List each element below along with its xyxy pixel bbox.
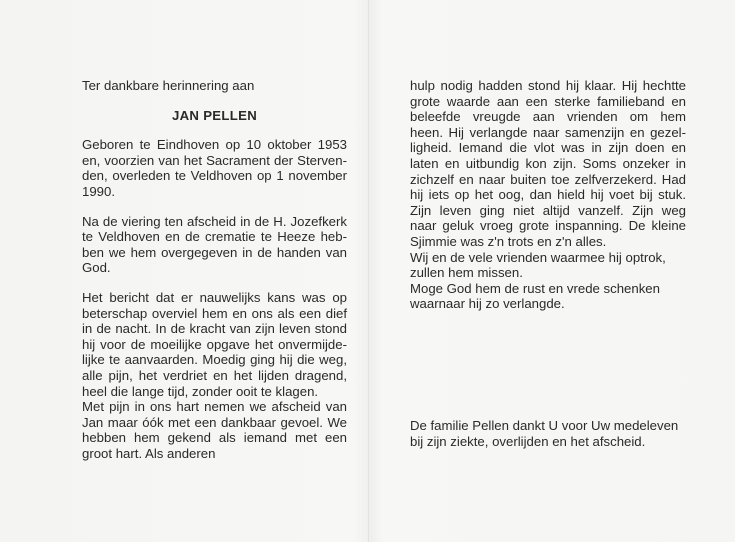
text-line: ligheid. Iemand die vlot was in zijn doen en [410,140,686,156]
text-line: heen. Hij verlangde naar samenzijn en gezel- [410,124,686,140]
text-line: beleefde vreugde aan vrienden om hem [410,109,686,125]
text-line: heel die lange tijd, zonder ooit te klagen. [82,383,319,399]
text-line: 1990. [82,183,116,199]
text-line: God. [82,260,111,276]
text-line: bij zijn ziekte, overlijden en het afscheid. [410,433,646,449]
text-line: Met pijn in ons hart nemen we afscheid van [82,399,347,415]
tribute-paragraph [82,290,347,462]
text-line: den, overleden te Veldhoven op 1 november [82,168,347,184]
farewell-paragraph [82,214,347,276]
card-fold [368,0,369,542]
text-line: Sjimmie was z'n trots en z'n alles. [410,233,607,249]
birth-death-paragraph [82,137,347,199]
left-page [82,78,347,461]
text-line: De familie Pellen dankt U voor Uw medeleven [410,418,679,433]
text-line: grote waarde aan een sterke familieband en [410,93,686,109]
text-line: naar geluk vroeg grote inspanning. De kleine [410,218,686,234]
text-line: Het bericht dat er nauwelijks kans was op [82,289,347,305]
text-line: lijke te aanvaarden. Moedig ging hij die weg, [82,352,347,368]
text-line: alle pijn, het verdriet en het lijden dragend, [82,367,347,383]
text-line: laten en uitbundig kon zijn. Soms onzeker in [410,155,686,171]
text-line: hij voor de moeilijke opgave het onvermijde- [82,336,347,352]
text-line: hij iets op het oog, dan hield hij voet bij stuk. [410,187,686,203]
text-line: hulp nodig hadden stond hij klaar. Hij hechtte [410,78,686,93]
text-line: Zijn leven ging niet altijd vanzelf. Zijn weg [410,202,686,218]
text-line: te Veldhoven en de crematie te Heeze heb- [82,229,347,245]
text-line: zichzelf en naar buiten toe zelfverzekerd. Had [410,171,686,187]
text-line: groot hart. Als anderen [82,445,216,461]
text-line: ben we hem overgegeven in de handen van [82,244,347,260]
text-line: in de nacht. In de kracht van zijn leven stond [82,321,347,337]
text-line: Geboren te Eindhoven op 10 oktober 1953 [82,137,347,153]
deceased-name: JAN PELLEN [171,107,258,123]
text-line: hebben hem gekend als iemand met een [82,430,347,446]
text-line: Jan maar óók met een dankbaar gevoel. We [82,414,347,430]
text-line: beterschap overviel hem en ons als een dief [82,305,347,321]
family-thanks [410,418,686,449]
text-line: zullen hem missen. [410,265,523,281]
text-line: Na de viering ten afscheid in de H. Jozefkerk [82,213,347,229]
text-line: en, voorzien van het Sacrament der Sterven- [82,152,347,168]
text-line: Moge God hem de rust en vrede schenken [410,280,660,296]
intro-line: Ter dankbare herinnering aan [82,78,255,93]
continued-tribute-paragraph [410,78,686,312]
text-line: waarnaar hij zo verlangde. [410,296,565,312]
text-line: Wij en de vele vrienden waarmee hij optrok, [410,249,666,265]
right-page [410,78,686,312]
